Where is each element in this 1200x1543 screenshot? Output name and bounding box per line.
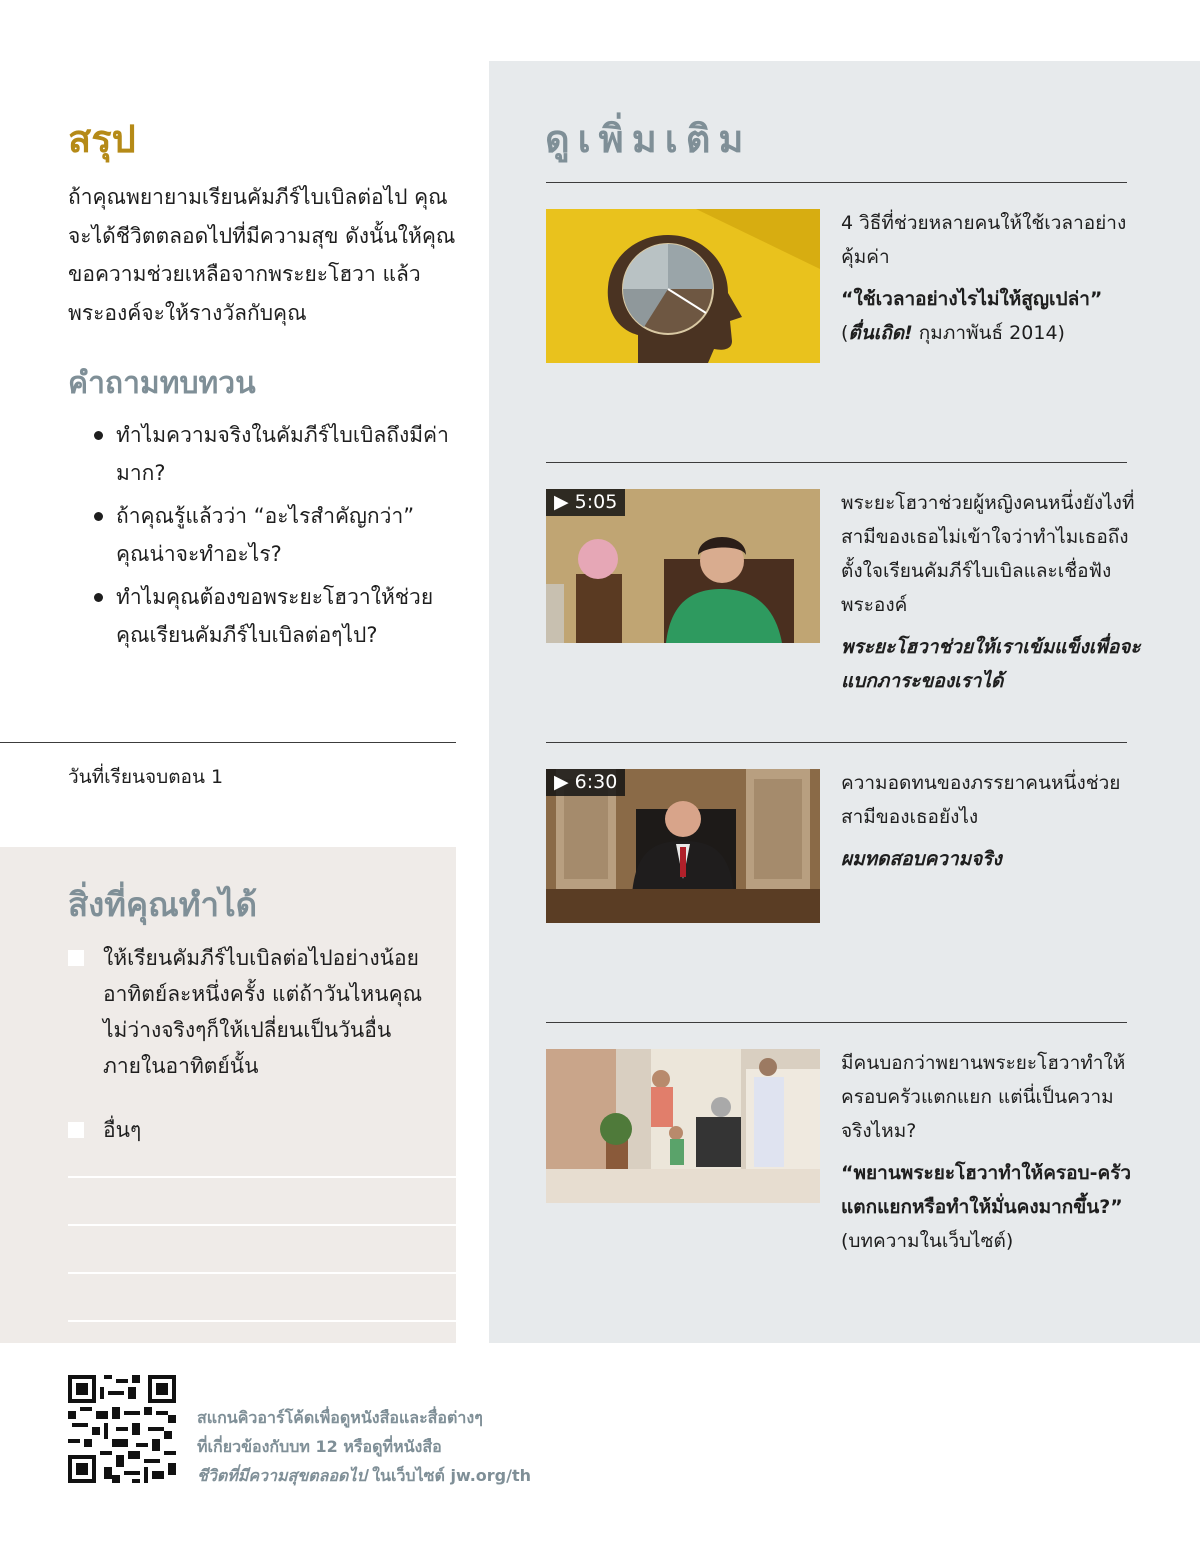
writing-line[interactable] bbox=[68, 1224, 456, 1226]
video-duration: ▶ 5:05 bbox=[546, 489, 625, 516]
footer-line: สแกนคิวอาร์โค้ดเพื่อดูหนังสือและสื่อต่างๆ bbox=[197, 1408, 483, 1427]
divider bbox=[546, 1022, 1127, 1023]
writing-line[interactable] bbox=[68, 1272, 456, 1274]
footer-line: ที่เกี่ยวข้องกับบท 12 หรือดูที่หนังสือ bbox=[197, 1437, 442, 1456]
reference-title[interactable]: พระยะโฮวาช่วยให้เราเข้มแข็งเพื่อจะแบกภาระของเราได้ bbox=[841, 636, 1141, 692]
item-reference[interactable] bbox=[841, 1156, 1141, 1258]
review-question bbox=[90, 578, 450, 654]
todo-item[interactable] bbox=[68, 940, 428, 1084]
reference-note: (บทความในเว็บไซต์) bbox=[841, 1230, 1014, 1252]
review-question bbox=[90, 416, 450, 492]
writing-line[interactable] bbox=[68, 1320, 456, 1322]
checkbox[interactable] bbox=[68, 950, 84, 966]
see-more-title: ดูเพิ่มเติม bbox=[545, 117, 752, 161]
completion-date-label[interactable]: วันที่เรียนจบตอน 1 bbox=[68, 766, 224, 788]
time-management-thumbnail[interactable] bbox=[546, 209, 820, 363]
review-question bbox=[90, 497, 450, 573]
item-reference[interactable] bbox=[841, 630, 1141, 698]
review-questions-list bbox=[90, 416, 450, 659]
reference-source: กุมภาพันธ์ 2014) bbox=[912, 322, 1065, 344]
bullet-icon bbox=[94, 593, 103, 602]
summary-title: สรุป bbox=[68, 117, 136, 161]
video-thumbnail-man[interactable] bbox=[546, 769, 820, 923]
todo-text: ให้เรียนคัมภีร์ไบเบิลต่อไปอย่างน้อยอาทิตย์ละหนึ่งครั้ง แต่ถ้าวันไหนคุณไม่ว่างจริงๆก็ให้เปลี่ยนเป็นวันอื่นภายในอาทิตย์นั้น bbox=[103, 946, 423, 1078]
item-reference[interactable] bbox=[841, 842, 1141, 876]
todo-item[interactable] bbox=[68, 1112, 428, 1148]
see-more-item bbox=[841, 1046, 1141, 1258]
see-more-item bbox=[841, 486, 1141, 698]
reference-title[interactable]: “พยานพระยะโฮวาทำให้ครอบ-ครัวแตกแยกหรือทำให้มั่นคงมากขึ้น?” bbox=[841, 1162, 1132, 1218]
see-more-item bbox=[841, 766, 1141, 876]
book-title: ชีวิตที่มีความสุขตลอดไป bbox=[197, 1466, 367, 1485]
family-article-thumbnail[interactable] bbox=[546, 1049, 820, 1203]
question-text: ทำไมความจริงในคัมภีร์ไบเบิลถึงมีค่ามาก? bbox=[116, 423, 449, 485]
writing-line[interactable] bbox=[68, 1176, 456, 1178]
divider bbox=[0, 742, 456, 743]
bullet-icon bbox=[94, 512, 103, 521]
reference-title[interactable]: ผมทดสอบความจริง bbox=[841, 848, 1002, 870]
question-text: ถ้าคุณรู้แล้วว่า “อะไรสำคัญกว่า” คุณน่าจะทำอะไร? bbox=[116, 504, 415, 566]
summary-body: ถ้าคุณพยายามเรียนคัมภีร์ไบเบิลต่อไป คุณจะได้ชีวิตตลอดไปที่มีความสุข ดังนั้นให้คุณขอความช่วยเหลือจากพระยะโฮวา แล้วพระองค์จะให้รางวัลกับคุณ bbox=[68, 185, 456, 325]
see-more-item bbox=[841, 206, 1141, 350]
footer-note bbox=[197, 1403, 617, 1490]
item-description: 4 วิธีที่ช่วยหลายคนให้ใช้เวลาอย่างคุ้มค่า bbox=[841, 212, 1127, 268]
question-text: ทำไมคุณต้องขอพระยะโฮวาให้ช่วยคุณเรียนคัมภีร์ไบเบิลต่อๆไป? bbox=[116, 585, 434, 647]
todo-text: อื่นๆ bbox=[103, 1118, 142, 1142]
checkbox[interactable] bbox=[68, 1122, 84, 1138]
qr-code[interactable] bbox=[68, 1375, 176, 1483]
divider bbox=[546, 742, 1127, 743]
item-description: มีคนบอกว่าพยานพระยะโฮวาทำให้ครอบครัวแตกแยก แต่นี่เป็นความจริงไหม? bbox=[841, 1052, 1126, 1142]
item-reference[interactable] bbox=[841, 282, 1141, 350]
video-thumbnail-woman[interactable] bbox=[546, 489, 820, 643]
todo-title: สิ่งที่คุณทำได้ bbox=[68, 885, 258, 924]
reference-source-title: ตื่นเถิด! bbox=[848, 322, 913, 344]
video-duration: ▶ 6:30 bbox=[546, 769, 625, 796]
divider bbox=[546, 182, 1127, 183]
divider bbox=[546, 462, 1127, 463]
review-questions-title: คำถามทบทวน bbox=[68, 366, 256, 401]
bullet-icon bbox=[94, 431, 103, 440]
item-description: พระยะโฮวาช่วยผู้หญิงคนหนึ่งยังไงที่สามีของเธอไม่เข้าใจว่าทำไมเธอถึงตั้งใจเรียนคัมภีร์ไบเบิลและเชื่อฟังพระองค์ bbox=[841, 492, 1135, 616]
reference-title[interactable]: “ใช้เวลาอย่างไรไม่ให้สูญเปล่า” bbox=[841, 288, 1103, 310]
reference-open: ( bbox=[841, 322, 849, 344]
footer-line[interactable]: ในเว็บไซต์ jw.org/th bbox=[366, 1466, 531, 1485]
item-description: ความอดทนของภรรยาคนหนึ่งช่วยสามีของเธอยังไง bbox=[841, 772, 1121, 828]
